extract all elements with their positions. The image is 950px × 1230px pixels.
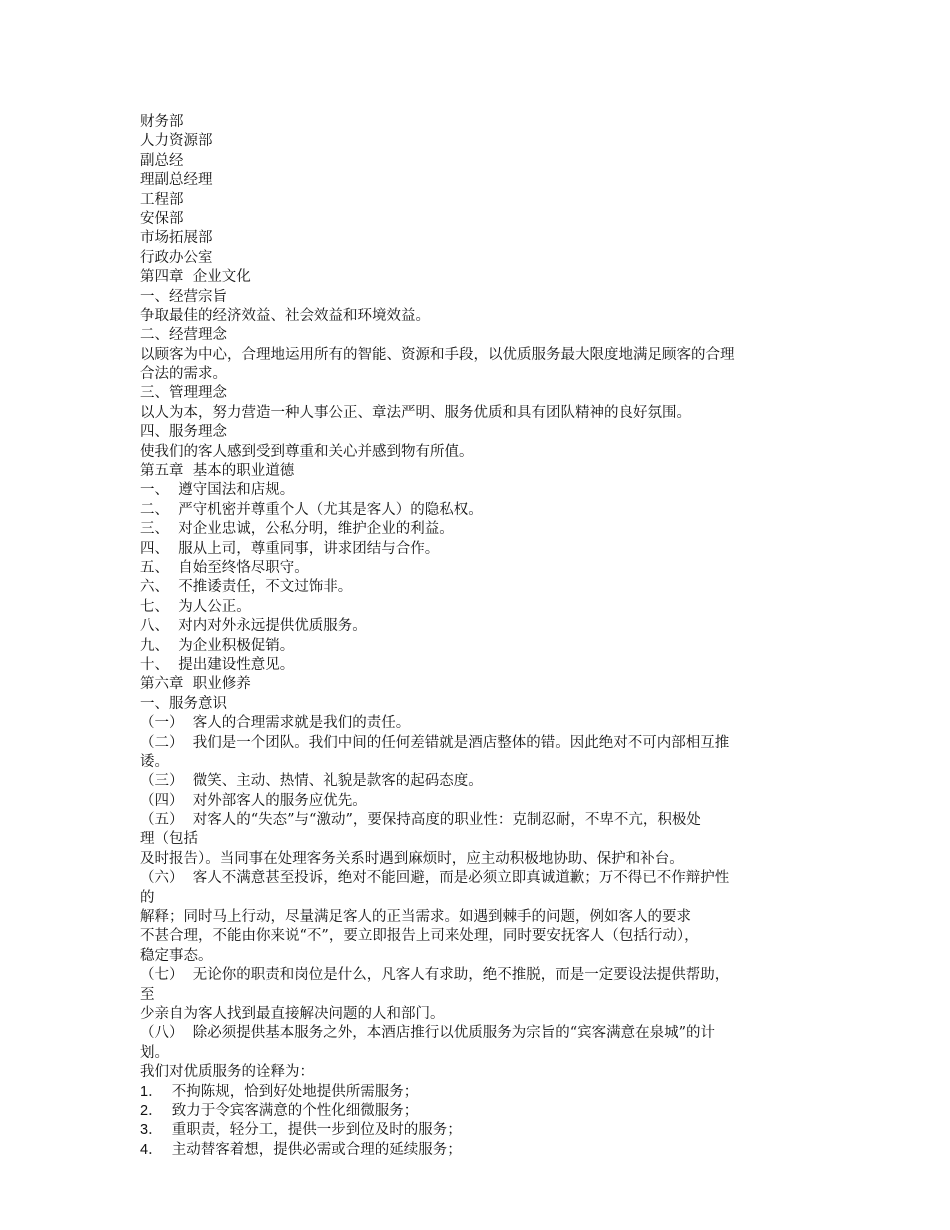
document-body (140, 113, 812, 1160)
text-line: 八、 对内对外永远提供优质服务。 (140, 618, 367, 635)
text-line: 十、 提出建设性意见。 (140, 656, 295, 673)
text-line: 以顾客为中心，合理地运用所有的智能、资源和手段，以优质服务最大限度地满足顾客的合理 (140, 346, 735, 363)
text-line: 三、 对企业忠诚，公私分明，维护企业的利益。 (140, 521, 454, 538)
text-line: 二、 严守机密并尊重个人（尤其是客人）的隐私权。 (140, 501, 483, 518)
text-line: 工程部 (140, 191, 184, 208)
text-line: （四） 对外部客人的服务应优先。 (140, 792, 367, 809)
text-line: 副总经 (140, 152, 184, 169)
text-line: 以人为本，努力营造一种人事公正、章法严明、服务优质和具有团队精神的良好氛围。 (140, 404, 691, 421)
text-line: 第六章 职业修养 (140, 676, 251, 693)
numbered-item (140, 1102, 812, 1121)
item-number: 4． (140, 1141, 163, 1158)
text-line: 争取最佳的经济效益、社会效益和环境效益。 (140, 307, 430, 324)
text-line: （七） 无论你的职责和岗位是什么，凡客人有求助，绝不推脱，而是一定要设法提供帮助， (140, 967, 730, 984)
item-number: 3． (140, 1122, 163, 1139)
item-text: 主动替客着想，提供必需或合理的延续服务； (171, 1141, 462, 1158)
text-line: 七、 为人公正。 (140, 598, 251, 615)
text-line: 及时报告）。当同事在处理客务关系时遇到麻烦时，应主动积极地协助、保护和补台。 (140, 850, 684, 867)
numbered-item (140, 1083, 812, 1102)
text-line: 第五章 基本的职业道德 (140, 463, 295, 480)
text-line: 九、 为企业积极促销。 (140, 637, 295, 654)
text-line: （八） 除必须提供基本服务之外，本酒店推行以优质服务为宗旨的“宾客满意在泉城”的计 (140, 1025, 716, 1042)
text-line: 一、经营宗旨 (140, 288, 227, 305)
text-line: （一） 客人的合理需求就是我们的责任。 (140, 715, 411, 732)
text-line: 人力资源部 (140, 133, 213, 150)
text-line: 使我们的客人感到受到尊重和关心并感到物有所值。 (140, 443, 474, 460)
item-text: 致力于令宾客满意的个性化细微服务； (171, 1102, 419, 1119)
text-line: 理（包括 (140, 831, 198, 848)
text-line: （六） 客人不满意甚至投诉，绝对不能回避，而是必须立即真诚道歉；万不得已不作辩护性 (140, 870, 730, 887)
text-line: （二） 我们是一个团队。我们中间的任何差错就是酒店整体的错。因此绝对不可内部相互推 (140, 734, 730, 751)
text-line: 划。 (140, 1044, 169, 1061)
text-line: 不甚合理，不能由你来说“不”，要立即报告上司来处理，同时要安抚客人（包括行动）， (140, 928, 699, 945)
text-line: 稳定事态。 (140, 947, 213, 964)
item-number: 2． (140, 1102, 163, 1119)
text-line: 四、 服从上司，尊重同事，讲求团结与合作。 (140, 540, 440, 557)
text-line: 的 (140, 889, 155, 906)
text-line: 至 (140, 986, 155, 1003)
text-line: 诿。 (140, 753, 169, 770)
text-line: （五） 对客人的“失态”与“激动”，要保持高度的职业性：克制忍耐，不卑不亢，积极处 (140, 812, 701, 829)
text-line: 我们对优质服务的诠释为： (140, 1064, 314, 1081)
item-number: 1． (140, 1083, 163, 1100)
text-line: 安保部 (140, 210, 184, 227)
text-line: 六、 不推诿责任，不文过饰非。 (140, 579, 353, 596)
text-line: 三、管理理念 (140, 385, 227, 402)
text-line: 市场拓展部 (140, 230, 213, 247)
item-text: 重职责，轻分工，提供一步到位及时的服务； (171, 1122, 462, 1139)
text-line: 少亲自为客人找到最直接解决问题的人和部门。 (140, 1005, 445, 1022)
text-line: 五、 自始至终恪尽职守。 (140, 559, 309, 576)
text-line: 财务部 (140, 114, 184, 130)
text-line: 理副总经理 (140, 172, 213, 189)
text-line: 第四章 企业文化 (140, 269, 251, 286)
text-line: 一、服务意识 (140, 695, 227, 712)
text-line: 合法的需求。 (140, 366, 227, 383)
text-line: 行政办公室 (140, 249, 213, 266)
numbered-item (140, 1121, 812, 1140)
item-text: 不拘陈规，恰到好处地提供所需服务； (171, 1083, 419, 1100)
text-line: 四、服务理念 (140, 424, 227, 441)
text-line: （三） 微笑、主动、热情、礼貌是款客的起码态度。 (140, 773, 483, 790)
text-line: 解释；同时马上行动，尽量满足客人的正当需求。如遇到棘手的问题，例如客人的要求 (140, 909, 691, 926)
text-line: 一、 遵守国法和店规。 (140, 482, 295, 499)
text-line: 二、经营理念 (140, 327, 227, 344)
numbered-item (140, 1141, 812, 1160)
